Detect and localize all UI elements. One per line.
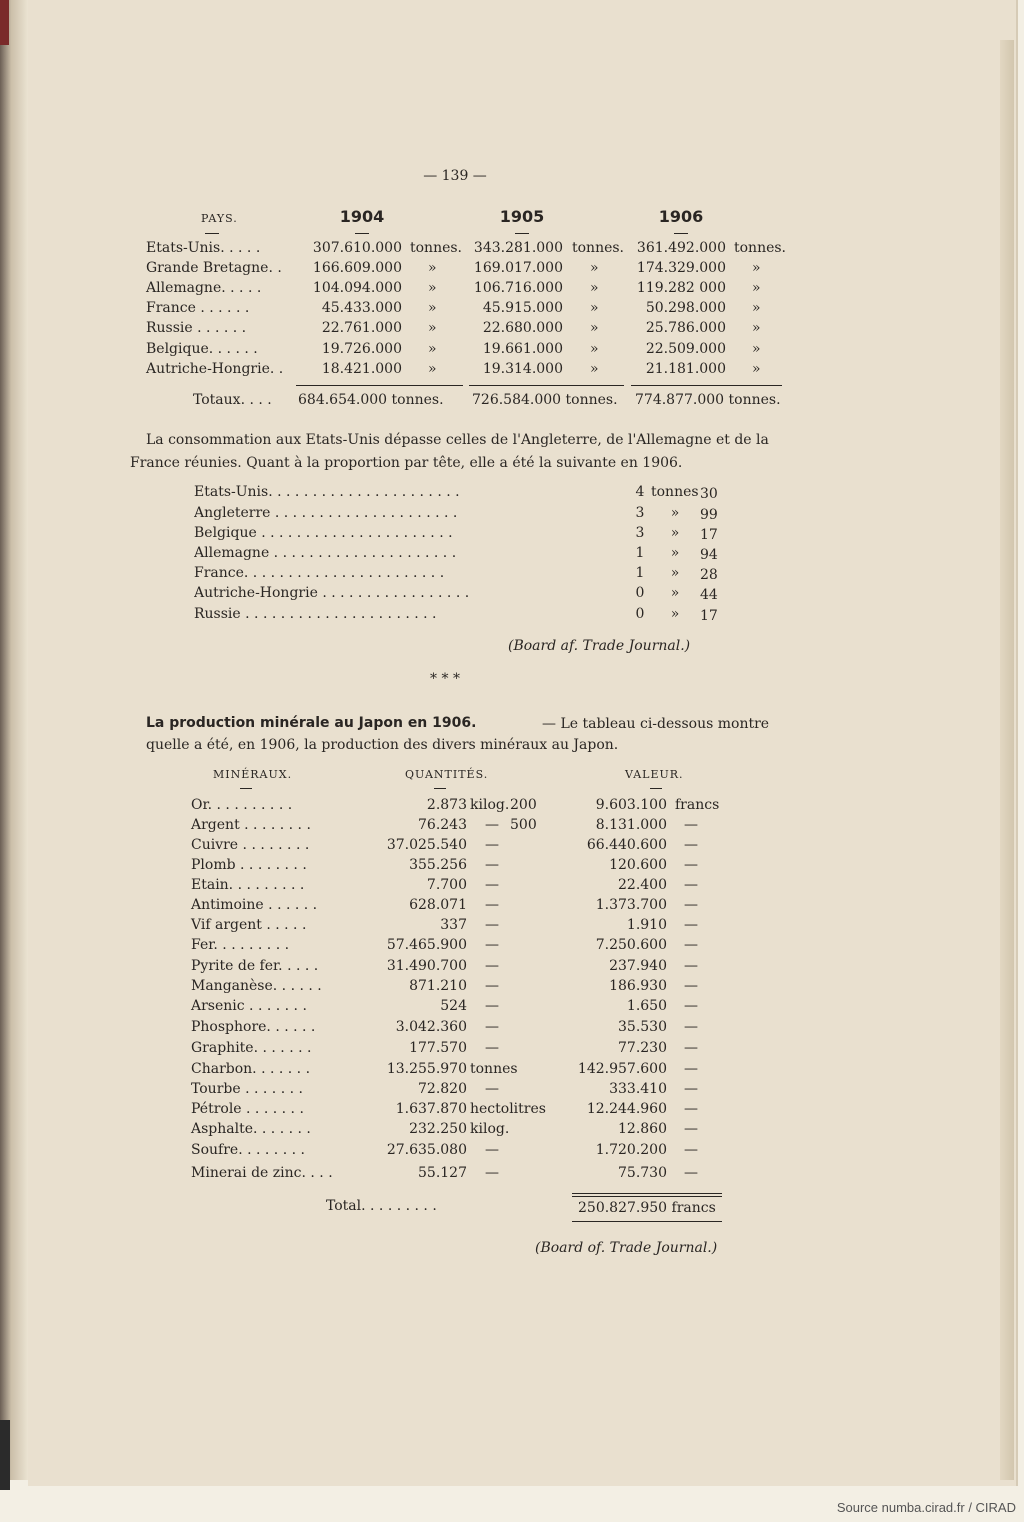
table-cell-unit: »: [428, 341, 437, 357]
mineral-unit: —: [485, 817, 499, 833]
mineral-value-unit: —: [684, 1061, 698, 1077]
mineral-label: Etain. . . . . . . . .: [191, 877, 305, 893]
mineral-quantity: 2.873: [426, 797, 467, 813]
mineral-value-unit: —: [684, 917, 698, 933]
mineral-label: Argent . . . . . . . .: [191, 817, 311, 833]
mineral-quantity: 55.127: [418, 1165, 467, 1181]
paragraph-line: France réunies. Quant à la proportion par tête, elle a été la suivante en 1906.: [130, 455, 683, 471]
per-capita-unit: tonnes: [651, 484, 699, 500]
mineral-unit: —: [485, 1040, 499, 1056]
per-capita-value: 3: [635, 505, 645, 521]
mineral-unit: —: [485, 1081, 499, 1097]
totals-label: Totaux. . . .: [193, 392, 272, 408]
table-row-label: Etats-Unis. . . . .: [146, 240, 261, 256]
per-capita-value: 3: [635, 525, 645, 541]
mineral-unit: —: [485, 1142, 499, 1158]
total-rule: [296, 385, 463, 386]
mineral-unit: kilog.: [470, 797, 510, 813]
total-value: 250.827.950 francs: [578, 1200, 716, 1216]
table-cell-unit: »: [428, 280, 437, 296]
mineral-label: Minerai de zinc. . . .: [191, 1165, 333, 1181]
mineral-quantity: 27.635.080: [386, 1142, 467, 1158]
mineral-value-unit: —: [684, 998, 698, 1014]
mineral-value: 77.230: [618, 1040, 667, 1056]
mineral-label: Antimoine . . . . . .: [191, 897, 318, 913]
mineral-quantity: 337: [440, 917, 467, 933]
per-capita-unit: »: [670, 585, 680, 601]
section-title: La production minérale au Japon en 1906.: [146, 715, 477, 731]
total-rule: [572, 1221, 722, 1222]
table-cell-value: 174.329.000: [636, 260, 726, 276]
mineral-unit: —: [485, 978, 499, 994]
mineral-value-unit: —: [684, 1142, 698, 1158]
totals-value: 774.877.000 tonnes.: [635, 392, 781, 408]
table-row-label: Grande Bretagne. .: [146, 260, 282, 276]
mineral-value-unit: —: [684, 837, 698, 853]
mineral-unit: —: [485, 897, 499, 913]
table-row-label: Allemagne. . . . .: [146, 280, 262, 296]
mineral-value-unit: —: [684, 978, 698, 994]
mineral-value: 66.440.600: [586, 837, 667, 853]
table-cell-value: 307.610.000: [312, 240, 402, 256]
per-capita-value: 0: [635, 606, 645, 622]
mineral-quantity: 7.700: [426, 877, 467, 893]
mineral-quantity: 37.025.540: [386, 837, 467, 853]
mineral-quantity: 524: [440, 998, 467, 1014]
column-header-mineraux: MINÉRAUX.: [213, 768, 293, 781]
mineral-quantity: 31.490.700: [386, 958, 467, 974]
mineral-value: 22.400: [618, 877, 667, 893]
table-cell-unit: »: [428, 300, 437, 316]
table-cell-unit: »: [590, 260, 599, 276]
table-cell-unit: »: [428, 320, 437, 336]
per-capita-label: Allemagne . . . . . . . . . . . . . . . . . . . . .: [194, 545, 457, 561]
table-cell-unit: »: [752, 280, 761, 296]
binding-ribbon: [0, 0, 9, 45]
mineral-value: 12.860: [618, 1121, 667, 1137]
mineral-label: Tourbe . . . . . . .: [191, 1081, 303, 1097]
per-capita-value: 1: [635, 565, 645, 581]
mineral-quantity: 1.637.870: [395, 1101, 467, 1117]
mineral-extra: 500: [510, 817, 537, 833]
pays-dash: [205, 233, 219, 234]
mineral-quantity: 355.256: [409, 857, 467, 873]
per-capita-decimal: 94: [700, 547, 718, 563]
per-capita-label: Angleterre . . . . . . . . . . . . . . . . . . . . .: [194, 505, 458, 521]
table-cell-value: 19.314.000: [482, 361, 563, 377]
table-cell-value: 50.298.000: [645, 300, 726, 316]
table-row-label: Autriche-Hongrie. .: [146, 361, 284, 377]
total-rule: [572, 1193, 722, 1194]
mineral-unit: —: [485, 837, 499, 853]
mineral-quantity: 72.820: [418, 1081, 467, 1097]
mineral-value-unit: —: [684, 857, 698, 873]
table-cell-unit: »: [752, 260, 761, 276]
mineral-value-unit: —: [684, 897, 698, 913]
table-cell-unit: »: [752, 341, 761, 357]
mineral-label: Pyrite de fer. . . . .: [191, 958, 319, 974]
total-rule: [631, 385, 782, 386]
mineral-value: 9.603.100: [595, 797, 667, 813]
table-cell-value: 19.726.000: [321, 341, 402, 357]
total-rule: [572, 1196, 722, 1197]
total-label: Total. . . . . . . . .: [326, 1198, 437, 1214]
per-capita-value: 4: [635, 484, 645, 500]
mineral-label: Charbon. . . . . . .: [191, 1061, 311, 1077]
mineral-value-unit: —: [684, 1081, 698, 1097]
mineral-quantity: 57.465.900: [386, 937, 467, 953]
mineral-value-unit: —: [684, 937, 698, 953]
mineral-value: 237.940: [609, 958, 667, 974]
table-cell-value: 19.661.000: [482, 341, 563, 357]
mineral-quantity: 3.042.360: [395, 1019, 467, 1035]
paragraph-line: La consommation aux Etats-Unis dépasse celles de l'Angleterre, de l'Allemagne et de la: [146, 432, 769, 448]
table-cell-value: 45.433.000: [321, 300, 402, 316]
table-cell-unit: tonnes.: [734, 240, 787, 256]
mineral-label: Pétrole . . . . . . .: [191, 1101, 304, 1117]
mineral-value: 333.410: [609, 1081, 667, 1097]
per-capita-value: 0: [635, 585, 645, 601]
year-dash: [355, 233, 369, 234]
mineral-quantity: 177.570: [409, 1040, 467, 1056]
mineral-unit: —: [485, 937, 499, 953]
mineral-value-unit: —: [684, 958, 698, 974]
per-capita-unit: »: [670, 505, 680, 521]
per-capita-label: France. . . . . . . . . . . . . . . . . . . . . . .: [194, 565, 445, 581]
mineral-unit: —: [485, 917, 499, 933]
mineral-unit: —: [485, 1019, 499, 1035]
table-cell-unit: »: [590, 280, 599, 296]
source-citation: (Board af. Trade Journal.): [508, 638, 691, 654]
mineral-label: Or. . . . . . . . . .: [191, 797, 293, 813]
per-capita-value: 1: [635, 545, 645, 561]
table-cell-value: 21.181.000: [645, 361, 726, 377]
per-capita-unit: »: [670, 606, 680, 622]
mineral-unit: kilog.: [470, 1121, 510, 1137]
table-cell-unit: »: [428, 260, 437, 276]
table-row-label: France . . . . . .: [146, 300, 250, 316]
section-intro: — Le tableau ci-dessous montre: [542, 716, 770, 732]
mineral-label: Plomb . . . . . . . .: [191, 857, 307, 873]
table-cell-value: 166.609.000: [312, 260, 402, 276]
year-dash: [515, 233, 529, 234]
mineral-quantity: 628.071: [409, 897, 467, 913]
column-header-year: 1906: [658, 207, 704, 226]
per-capita-decimal: 44: [700, 587, 718, 603]
column-header-pays: PAYS.: [201, 212, 238, 225]
mineral-value: 1.650: [626, 998, 667, 1014]
table-cell-value: 106.716.000: [473, 280, 563, 296]
page-stack-edge: [1000, 40, 1014, 1480]
mineral-value: 7.250.600: [595, 937, 667, 953]
table-cell-value: 343.281.000: [473, 240, 563, 256]
source-credit[interactable]: Source numba.cirad.fr / CIRAD: [836, 1500, 1016, 1515]
table-cell-unit: »: [590, 320, 599, 336]
mineral-value-unit: —: [684, 877, 698, 893]
totals-value: 684.654.000 tonnes.: [298, 392, 444, 408]
table-cell-value: 22.509.000: [645, 341, 726, 357]
mineral-label: Soufre. . . . . . . .: [191, 1142, 305, 1158]
mineral-label: Phosphore. . . . . .: [191, 1019, 316, 1035]
mineral-unit: —: [485, 857, 499, 873]
mineral-label: Vif argent . . . . .: [191, 917, 307, 933]
table-cell-unit: »: [590, 341, 599, 357]
per-capita-label: Belgique . . . . . . . . . . . . . . . . . . . . . .: [194, 525, 453, 541]
mineral-label: Asphalte. . . . . . .: [191, 1121, 311, 1137]
table-cell-unit: »: [590, 361, 599, 377]
mineral-value: 8.131.000: [595, 817, 667, 833]
table-cell-value: 25.786.000: [645, 320, 726, 336]
mineral-value-unit: —: [684, 1019, 698, 1035]
mineral-value: 1.373.700: [595, 897, 667, 913]
table-cell-unit: »: [428, 361, 437, 377]
column-header-quantites: QUANTITÉS.: [405, 768, 489, 781]
mineral-label: Manganèse. . . . . .: [191, 978, 322, 994]
mineral-quantity: 76.243: [418, 817, 467, 833]
mineral-value: 142.957.600: [577, 1061, 667, 1077]
per-capita-label: Etats-Unis. . . . . . . . . . . . . . . . . . . . . .: [194, 484, 460, 500]
mineral-value-unit: —: [684, 1101, 698, 1117]
mineral-value: 35.530: [618, 1019, 667, 1035]
mineral-value-unit: francs: [675, 797, 720, 813]
mineral-quantity: 871.210: [409, 978, 467, 994]
mineral-unit: —: [485, 958, 499, 974]
table-row-label: Belgique. . . . . .: [146, 341, 258, 357]
mineral-value: 120.600: [609, 857, 667, 873]
mineral-value-unit: —: [684, 1040, 698, 1056]
per-capita-decimal: 17: [700, 527, 718, 543]
mineral-value: 186.930: [609, 978, 667, 994]
per-capita-decimal: 30: [700, 486, 718, 502]
per-capita-label: Russie . . . . . . . . . . . . . . . . . . . . . .: [194, 606, 437, 622]
mineral-unit: —: [485, 1165, 499, 1181]
mineral-value: 12.244.960: [586, 1101, 667, 1117]
mineral-extra: 200: [510, 797, 537, 813]
table-cell-value: 169.017.000: [473, 260, 563, 276]
mineral-label: Fer. . . . . . . . .: [191, 937, 290, 953]
per-capita-decimal: 17: [700, 608, 718, 624]
adjacent-page-edge: [0, 0, 28, 1480]
mineral-value-unit: —: [684, 1121, 698, 1137]
mineral-quantity: 232.250: [409, 1121, 467, 1137]
mineral-quantity: 13.255.970: [386, 1061, 467, 1077]
per-capita-label: Autriche-Hongrie . . . . . . . . . . . . . . . . .: [194, 585, 470, 601]
table-cell-value: 119.282 000: [636, 280, 726, 296]
table-cell-value: 22.680.000: [482, 320, 563, 336]
mineral-label: Arsenic . . . . . . .: [191, 998, 307, 1014]
mineral-value: 1.720.200: [595, 1142, 667, 1158]
table-cell-unit: »: [752, 300, 761, 316]
table-cell-value: 45.915.000: [482, 300, 563, 316]
asterism: * * *: [430, 671, 460, 687]
mineral-unit: tonnes: [470, 1061, 518, 1077]
mineral-unit: —: [485, 877, 499, 893]
per-capita-decimal: 99: [700, 507, 718, 523]
column-header-year: 1905: [499, 207, 545, 226]
table-cell-value: 361.492.000: [636, 240, 726, 256]
table-cell-value: 104.094.000: [312, 280, 402, 296]
table-row-label: Russie . . . . . .: [146, 320, 247, 336]
source-citation: (Board of. Trade Journal.): [535, 1240, 718, 1256]
page-number: — 139 —: [423, 168, 487, 184]
total-rule: [469, 385, 624, 386]
mineral-value-unit: —: [684, 817, 698, 833]
table-cell-unit: tonnes.: [410, 240, 463, 256]
table-cell-value: 18.421.000: [321, 361, 402, 377]
per-capita-unit: »: [670, 565, 680, 581]
table-cell-value: 22.761.000: [321, 320, 402, 336]
mineral-value-unit: —: [684, 1165, 698, 1181]
binding-corner: [0, 1420, 10, 1490]
table-cell-unit: tonnes.: [572, 240, 625, 256]
header-dash: [240, 788, 252, 789]
table-cell-unit: »: [752, 361, 761, 377]
section-intro: quelle a été, en 1906, la production des divers minéraux au Japon.: [146, 737, 619, 753]
per-capita-decimal: 28: [700, 567, 718, 583]
column-header-year: 1904: [339, 207, 385, 226]
mineral-value: 1.910: [626, 917, 667, 933]
mineral-unit: hectolitres: [470, 1101, 546, 1117]
mineral-unit: —: [485, 998, 499, 1014]
mineral-label: Graphite. . . . . . .: [191, 1040, 312, 1056]
per-capita-unit: »: [670, 545, 680, 561]
year-dash: [674, 233, 688, 234]
totals-value: 726.584.000 tonnes.: [472, 392, 618, 408]
header-dash: [650, 788, 662, 789]
table-cell-unit: »: [590, 300, 599, 316]
column-header-valeur: VALEUR.: [625, 768, 684, 781]
header-dash: [434, 788, 446, 789]
mineral-value: 75.730: [618, 1165, 667, 1181]
mineral-label: Cuivre . . . . . . . .: [191, 837, 310, 853]
table-cell-unit: »: [752, 320, 761, 336]
per-capita-unit: »: [670, 525, 680, 541]
